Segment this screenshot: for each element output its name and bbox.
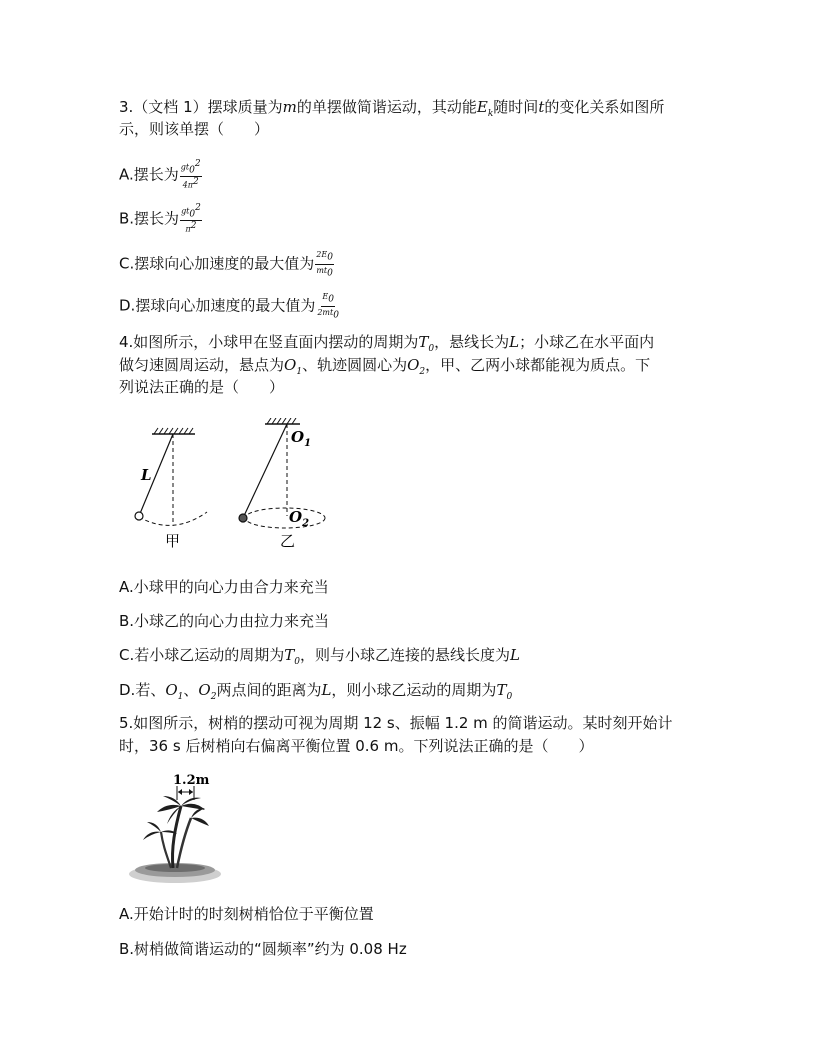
- q4-stem-text: 做匀速圆周运动，悬点为: [119, 356, 285, 374]
- period-symbol: T: [496, 681, 507, 699]
- q4-stem-text: ，悬线长为: [434, 333, 510, 351]
- q4-option-c: [119, 644, 520, 673]
- fraction-numerator-superscript: 2: [195, 203, 201, 213]
- ball-jia: [135, 512, 143, 520]
- fraction-denominator: [315, 265, 334, 279]
- q3-option-c: [119, 250, 334, 278]
- palm-tree-figure: [125, 768, 225, 888]
- amplitude-label: 1.2m: [173, 773, 210, 788]
- q5-stem-line1: 5.如图所示，树梢的摆动可视为周期 12 s、振幅 1.2 m 的简谐运动。某时刻开始计: [119, 714, 673, 732]
- fraction-numerator: [180, 160, 202, 177]
- palm-fronds: [143, 796, 209, 840]
- q3-stem-text: 随时间: [493, 98, 539, 116]
- point-o2-subscript: 2: [419, 367, 426, 377]
- option-label: A.摆长为: [119, 165, 179, 184]
- option-text: D.若、: [119, 681, 166, 699]
- fraction-denominator-text: π: [185, 224, 191, 234]
- label-O1: $O_1$: [291, 428, 312, 449]
- pendulum-figure: [125, 418, 345, 553]
- palm-trunk-2: [177, 818, 191, 868]
- point-o1-symbol: O: [165, 681, 178, 699]
- fraction-numerator-subscript: 0: [189, 165, 195, 176]
- ceiling-hatch-yi: [267, 418, 296, 424]
- kinetic-energy-symbol: E: [476, 98, 488, 116]
- ball-yi: [239, 514, 247, 522]
- period-symbol: T: [418, 333, 429, 351]
- q3-option-d: [119, 292, 340, 320]
- q4-stem-text: 4.如图所示，小球甲在竖直面内摆动的周期为: [119, 333, 419, 351]
- length-symbol: L: [509, 333, 520, 351]
- q3-stem-text: 的变化关系如图所: [544, 98, 665, 116]
- option-text: C.若小球乙运动的周期为: [119, 646, 285, 664]
- q4-stem-text: ；小球乙在水平面内: [519, 333, 655, 351]
- fraction: [180, 160, 202, 190]
- q5-option-b: B.树梢做简谐运动的“圆频率”约为 0.08 Hz: [119, 940, 407, 958]
- period-subscript: 0: [428, 344, 435, 354]
- option-text: 、: [183, 681, 199, 699]
- option-text: ，则小球乙运动的周期为: [331, 681, 497, 699]
- fraction: [180, 204, 202, 234]
- fraction-denominator-superscript: 2: [193, 177, 199, 188]
- q4-option-a: A.小球甲的向心力由合力来充当: [119, 578, 329, 596]
- island-center: [145, 864, 205, 872]
- palm-trunk-3: [161, 832, 171, 868]
- fraction-denominator-text: 2mt: [317, 307, 334, 317]
- option-label: C.摆球向心加速度的最大值为: [119, 254, 315, 273]
- fraction-numerator-text: E: [322, 292, 329, 301]
- fraction-numerator-text: gt: [180, 162, 190, 172]
- fraction: [316, 292, 340, 320]
- label-yi: 乙: [280, 532, 296, 550]
- fraction-denominator-text: 4π: [182, 180, 193, 190]
- string-yi: [243, 424, 287, 518]
- fraction-numerator-text: gt: [181, 206, 190, 216]
- option-label: D.摆球向心加速度的最大值为: [119, 296, 316, 315]
- option-text: ，则与小球乙连接的悬线长度为: [300, 646, 511, 664]
- time-symbol: t: [538, 98, 545, 116]
- fraction-numerator: [321, 292, 335, 307]
- point-o1-subscript: 1: [177, 692, 184, 702]
- fraction-numerator: [315, 250, 334, 265]
- q4-stem-line3: 列说法正确的是（ ）: [119, 378, 285, 396]
- label-L: L: [141, 466, 152, 484]
- point-o2-subscript: 2: [210, 692, 217, 702]
- period-subscript: 0: [506, 692, 513, 702]
- point-o1-symbol: O: [284, 356, 297, 374]
- length-symbol: L: [321, 681, 332, 699]
- point-o2-symbol: O: [198, 681, 211, 699]
- q4-stem-text: ，甲、乙两小球都能视为质点。下: [425, 356, 651, 374]
- fraction-numerator-subscript: 0: [327, 252, 333, 263]
- label-O2: $O_2$: [289, 508, 310, 529]
- period-subscript: 0: [294, 657, 300, 667]
- fraction-denominator-subscript: 0: [333, 310, 339, 321]
- option-text: 两点间的距离为: [216, 681, 322, 699]
- fraction-numerator: [180, 204, 202, 221]
- fraction-denominator: [182, 177, 200, 190]
- fraction-denominator: [184, 221, 197, 234]
- period-symbol: T: [284, 646, 295, 664]
- fraction-numerator-subscript: 0: [189, 209, 196, 220]
- kinetic-energy-subscript: k: [487, 109, 494, 119]
- point-o1-subscript: 1: [296, 367, 303, 377]
- q5-stem-line2: 时，36 s 后树梢向右偏离平衡位置 0.6 m。下列说法正确的是（ ）: [119, 737, 594, 755]
- option-label: B.摆长为: [119, 209, 180, 228]
- fraction-denominator-text: mt: [316, 265, 328, 275]
- q5-option-a: A.开始计时的时刻树梢恰位于平衡位置: [119, 905, 374, 923]
- q4-option-b: B.小球乙的向心力由拉力来充当: [119, 612, 330, 630]
- fraction-numerator-subscript: 0: [328, 294, 334, 305]
- q3-option-b: [119, 204, 202, 234]
- q3-stem-text: 的单摆做简谐运动，其动能: [296, 98, 477, 116]
- length-symbol: L: [510, 646, 520, 664]
- fraction-denominator-superscript: 2: [190, 221, 197, 232]
- fraction-denominator: [316, 307, 340, 321]
- fraction-numerator-text: 2E: [316, 250, 328, 259]
- q4-stem-text: 、轨迹圆圆心为: [302, 356, 408, 374]
- point-o2-symbol: O: [407, 356, 420, 374]
- fraction-numerator-superscript: 2: [194, 159, 201, 169]
- fraction-denominator-subscript: 0: [327, 268, 333, 279]
- q3-option-a: [119, 160, 202, 190]
- orbit-circle-yi: [245, 508, 325, 528]
- ceiling-hatch-jia: [154, 428, 193, 434]
- fraction: [315, 250, 334, 278]
- q4-option-d: [119, 679, 512, 708]
- q3-stem-text: 3.（文档 1）摆球质量为: [119, 98, 283, 116]
- label-jia: 甲: [165, 532, 181, 550]
- mass-symbol: m: [282, 98, 297, 116]
- q3-stem-line2: 示，则该单摆（ ）: [119, 120, 270, 138]
